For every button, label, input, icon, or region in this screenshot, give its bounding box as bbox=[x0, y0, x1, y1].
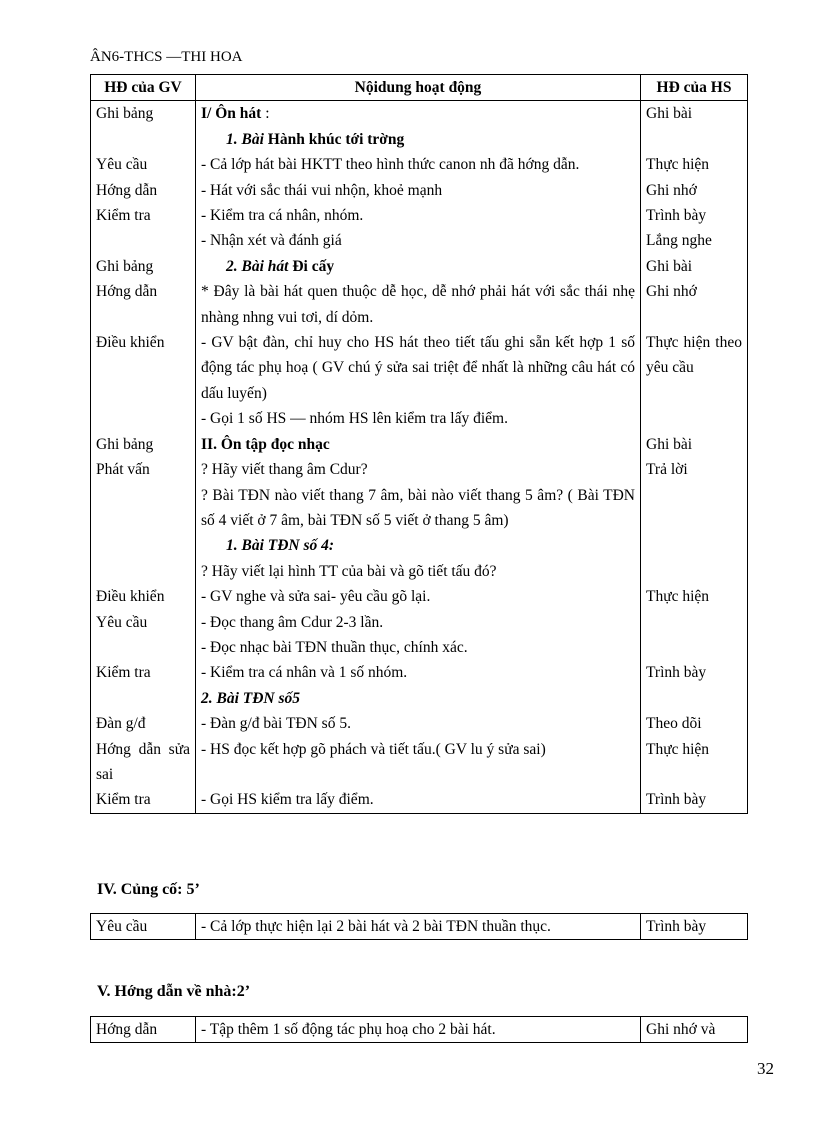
content-text: Hành khúc tới trờng bbox=[263, 130, 405, 148]
hs-cell: Trình bày bbox=[641, 787, 748, 813]
hs-cell bbox=[641, 406, 748, 431]
gv-cell bbox=[91, 483, 196, 534]
hs-cell: Trình bày bbox=[641, 660, 748, 685]
content-cell bbox=[196, 635, 641, 660]
content-cell bbox=[196, 559, 641, 584]
content-cell bbox=[196, 533, 641, 558]
content-cell: - Cả lớp thực hiện lại 2 bài hát và 2 bài TĐN thuần thục. bbox=[196, 914, 641, 940]
hs-cell: Ghi bài bbox=[641, 101, 748, 127]
table-row bbox=[91, 101, 748, 127]
content-cell bbox=[196, 152, 641, 177]
page-number: 32 bbox=[757, 1059, 774, 1078]
content-text: - Kiểm tra cá nhân, nhóm. bbox=[201, 207, 364, 225]
gv-cell: Yêu cầu bbox=[91, 610, 196, 635]
content-text: 1. Bài bbox=[226, 130, 264, 148]
table-row bbox=[91, 203, 748, 228]
gv-cell bbox=[91, 228, 196, 253]
content-cell bbox=[196, 787, 641, 813]
table-row bbox=[91, 635, 748, 660]
table-row bbox=[91, 787, 748, 813]
content-cell bbox=[196, 686, 641, 711]
content-text: - Gọi HS kiểm tra lấy điểm. bbox=[201, 791, 374, 809]
table-row bbox=[91, 483, 748, 534]
content-cell bbox=[196, 254, 641, 279]
col-header-gv: HĐ của GV bbox=[91, 75, 196, 101]
table-row bbox=[91, 737, 748, 788]
content-cell bbox=[196, 711, 641, 736]
content-cell bbox=[196, 101, 641, 127]
table-row bbox=[91, 559, 748, 584]
hs-cell: Thực hiện bbox=[641, 584, 748, 609]
table-row bbox=[91, 533, 748, 558]
content-cell bbox=[196, 737, 641, 788]
table-row bbox=[91, 914, 748, 940]
section-5-title: V. Hớng dẫn về nhà:2’ bbox=[97, 983, 251, 1000]
content-text: - Nhận xét và đánh giá bbox=[201, 232, 342, 250]
hs-cell: Trả lời bbox=[641, 457, 748, 482]
hs-cell bbox=[641, 127, 748, 152]
gv-cell: Đàn g/đ bbox=[91, 711, 196, 736]
gv-cell: Ghi bảng bbox=[91, 101, 196, 127]
content-cell: - Tập thêm 1 số động tác phụ hoạ cho 2 bài hát. bbox=[196, 1017, 641, 1043]
gv-cell: Kiểm tra bbox=[91, 787, 196, 813]
content-cell bbox=[196, 660, 641, 685]
table-row bbox=[91, 457, 748, 482]
section-4-table bbox=[90, 913, 748, 940]
gv-cell bbox=[91, 635, 196, 660]
content-cell bbox=[196, 406, 641, 431]
content-text: - GV bật đàn, chỉ huy cho HS hát theo tiết tấu ghi sẵn kết hợp 1 số động tác phụ hoạ ( GV chú ý sửa sai triệt để nhất là những câu hát có dấu luyến) bbox=[201, 334, 635, 402]
content-text: ? Hãy viết thang âm Cdur? bbox=[201, 461, 368, 479]
hs-cell bbox=[641, 686, 748, 711]
table-row bbox=[91, 406, 748, 431]
content-cell bbox=[196, 330, 641, 406]
table-row bbox=[91, 254, 748, 279]
content-text: - Kiểm tra cá nhân và 1 số nhóm. bbox=[201, 664, 408, 682]
table-row bbox=[91, 127, 748, 152]
content-text: I/ Ôn hát bbox=[201, 105, 262, 123]
col-header-content: Nộidung hoạt động bbox=[196, 75, 641, 101]
content-text: Đi cấy bbox=[288, 257, 335, 275]
hs-cell: Lắng nghe bbox=[641, 228, 748, 253]
table-row bbox=[91, 432, 748, 457]
content-text: 2. Bài TĐN số5 bbox=[201, 689, 301, 707]
gv-cell: Hớng dẫn sửa sai bbox=[91, 737, 196, 788]
hs-cell: Ghi bài bbox=[641, 432, 748, 457]
table-row bbox=[91, 279, 748, 330]
gv-cell: Yêu cầu bbox=[91, 914, 196, 940]
gv-cell bbox=[91, 686, 196, 711]
hs-cell: Trình bày bbox=[641, 914, 748, 940]
table-row bbox=[91, 711, 748, 736]
content-cell bbox=[196, 228, 641, 253]
hs-cell: Ghi nhớ bbox=[641, 279, 748, 330]
hs-cell bbox=[641, 483, 748, 534]
gv-cell bbox=[91, 127, 196, 152]
hs-cell: Ghi nhớ bbox=[641, 178, 748, 203]
content-cell bbox=[196, 432, 641, 457]
content-cell bbox=[196, 483, 641, 534]
table-row bbox=[91, 610, 748, 635]
table-row bbox=[91, 178, 748, 203]
content-text: - GV nghe và sửa sai- yêu cầu gõ lại. bbox=[201, 588, 431, 606]
content-cell bbox=[196, 178, 641, 203]
content-text: - Hát với sắc thái vui nhộn, khoẻ mạnh bbox=[201, 181, 443, 199]
col-header-hs: HĐ của HS bbox=[641, 75, 748, 101]
gv-cell: Điều khiển bbox=[91, 584, 196, 609]
table-row bbox=[91, 1017, 748, 1043]
gv-cell: Hớng dẫn bbox=[91, 1017, 196, 1043]
content-text: : bbox=[261, 105, 270, 123]
content-text: - HS đọc kết hợp gõ phách và tiết tấu.( GV lu ý sửa sai) bbox=[201, 740, 546, 758]
hs-cell: Thực hiện bbox=[641, 152, 748, 177]
table-row bbox=[91, 228, 748, 253]
content-text: - Cả lớp hát bài HKTT theo hình thức canon nh đã hớng dẫn. bbox=[201, 156, 580, 174]
gv-cell bbox=[91, 559, 196, 584]
gv-cell: Kiểm tra bbox=[91, 203, 196, 228]
content-text: II. Ôn tập đọc nhạc bbox=[201, 435, 330, 453]
gv-cell: Ghi bảng bbox=[91, 254, 196, 279]
content-text: - Đọc nhạc bài TĐN thuần thục, chính xác. bbox=[201, 638, 468, 656]
hs-cell: Thực hiện theo yêu cầu bbox=[641, 330, 748, 406]
table-row bbox=[91, 152, 748, 177]
content-text: 2. Bài hát bbox=[226, 257, 289, 275]
section-4-title: IV. Củng cố: 5’ bbox=[97, 881, 200, 898]
gv-cell: Điều khiển bbox=[91, 330, 196, 406]
activity-table bbox=[90, 74, 748, 814]
hs-cell bbox=[641, 533, 748, 558]
hs-cell: Trình bày bbox=[641, 203, 748, 228]
gv-cell: Hớng dẫn bbox=[91, 178, 196, 203]
gv-cell bbox=[91, 406, 196, 431]
page-header: ÂN6-THCS —THI HOA bbox=[90, 49, 243, 65]
content-cell bbox=[196, 610, 641, 635]
table-row bbox=[91, 660, 748, 685]
hs-cell: Thực hiện bbox=[641, 737, 748, 788]
gv-cell: Hớng dẫn bbox=[91, 279, 196, 330]
content-text: - Gọi 1 số HS — nhóm HS lên kiểm tra lấy điểm. bbox=[201, 410, 508, 428]
gv-cell bbox=[91, 533, 196, 558]
content-text: - Đàn g/đ bài TĐN số 5. bbox=[201, 715, 351, 733]
content-text: ? Hãy viết lại hình TT của bài và gõ tiết tấu đó? bbox=[201, 562, 497, 580]
table-row bbox=[91, 330, 748, 406]
gv-cell: Ghi bảng bbox=[91, 432, 196, 457]
gv-cell: Phát vấn bbox=[91, 457, 196, 482]
content-cell bbox=[196, 457, 641, 482]
table-row bbox=[91, 584, 748, 609]
content-text: - Đọc thang âm Cdur 2-3 lần. bbox=[201, 613, 384, 631]
table-row bbox=[91, 686, 748, 711]
content-text: ? Bài TĐN nào viết thang 7 âm, bài nào viết thang 5 âm? ( Bài TĐN số 4 viết ở 7 âm, bài TĐN số 5 viết ở thang 5 âm) bbox=[201, 486, 635, 529]
hs-cell bbox=[641, 635, 748, 660]
content-cell bbox=[196, 279, 641, 330]
content-text: 1. Bài TĐN số 4: bbox=[226, 537, 335, 555]
content-cell bbox=[196, 584, 641, 609]
content-cell bbox=[196, 203, 641, 228]
hs-cell bbox=[641, 559, 748, 584]
hs-cell: Ghi bài bbox=[641, 254, 748, 279]
content-cell bbox=[196, 127, 641, 152]
hs-cell bbox=[641, 610, 748, 635]
section-5-table bbox=[90, 1016, 748, 1043]
hs-cell: Theo dõi bbox=[641, 711, 748, 736]
gv-cell: Yêu cầu bbox=[91, 152, 196, 177]
content-text: * Đây là bài hát quen thuộc dễ học, dễ nhớ phải hát với sắc thái nhẹ nhàng nhng vui tơi, dí dỏm. bbox=[201, 283, 635, 326]
gv-cell: Kiểm tra bbox=[91, 660, 196, 685]
hs-cell: Ghi nhớ và bbox=[641, 1017, 748, 1043]
